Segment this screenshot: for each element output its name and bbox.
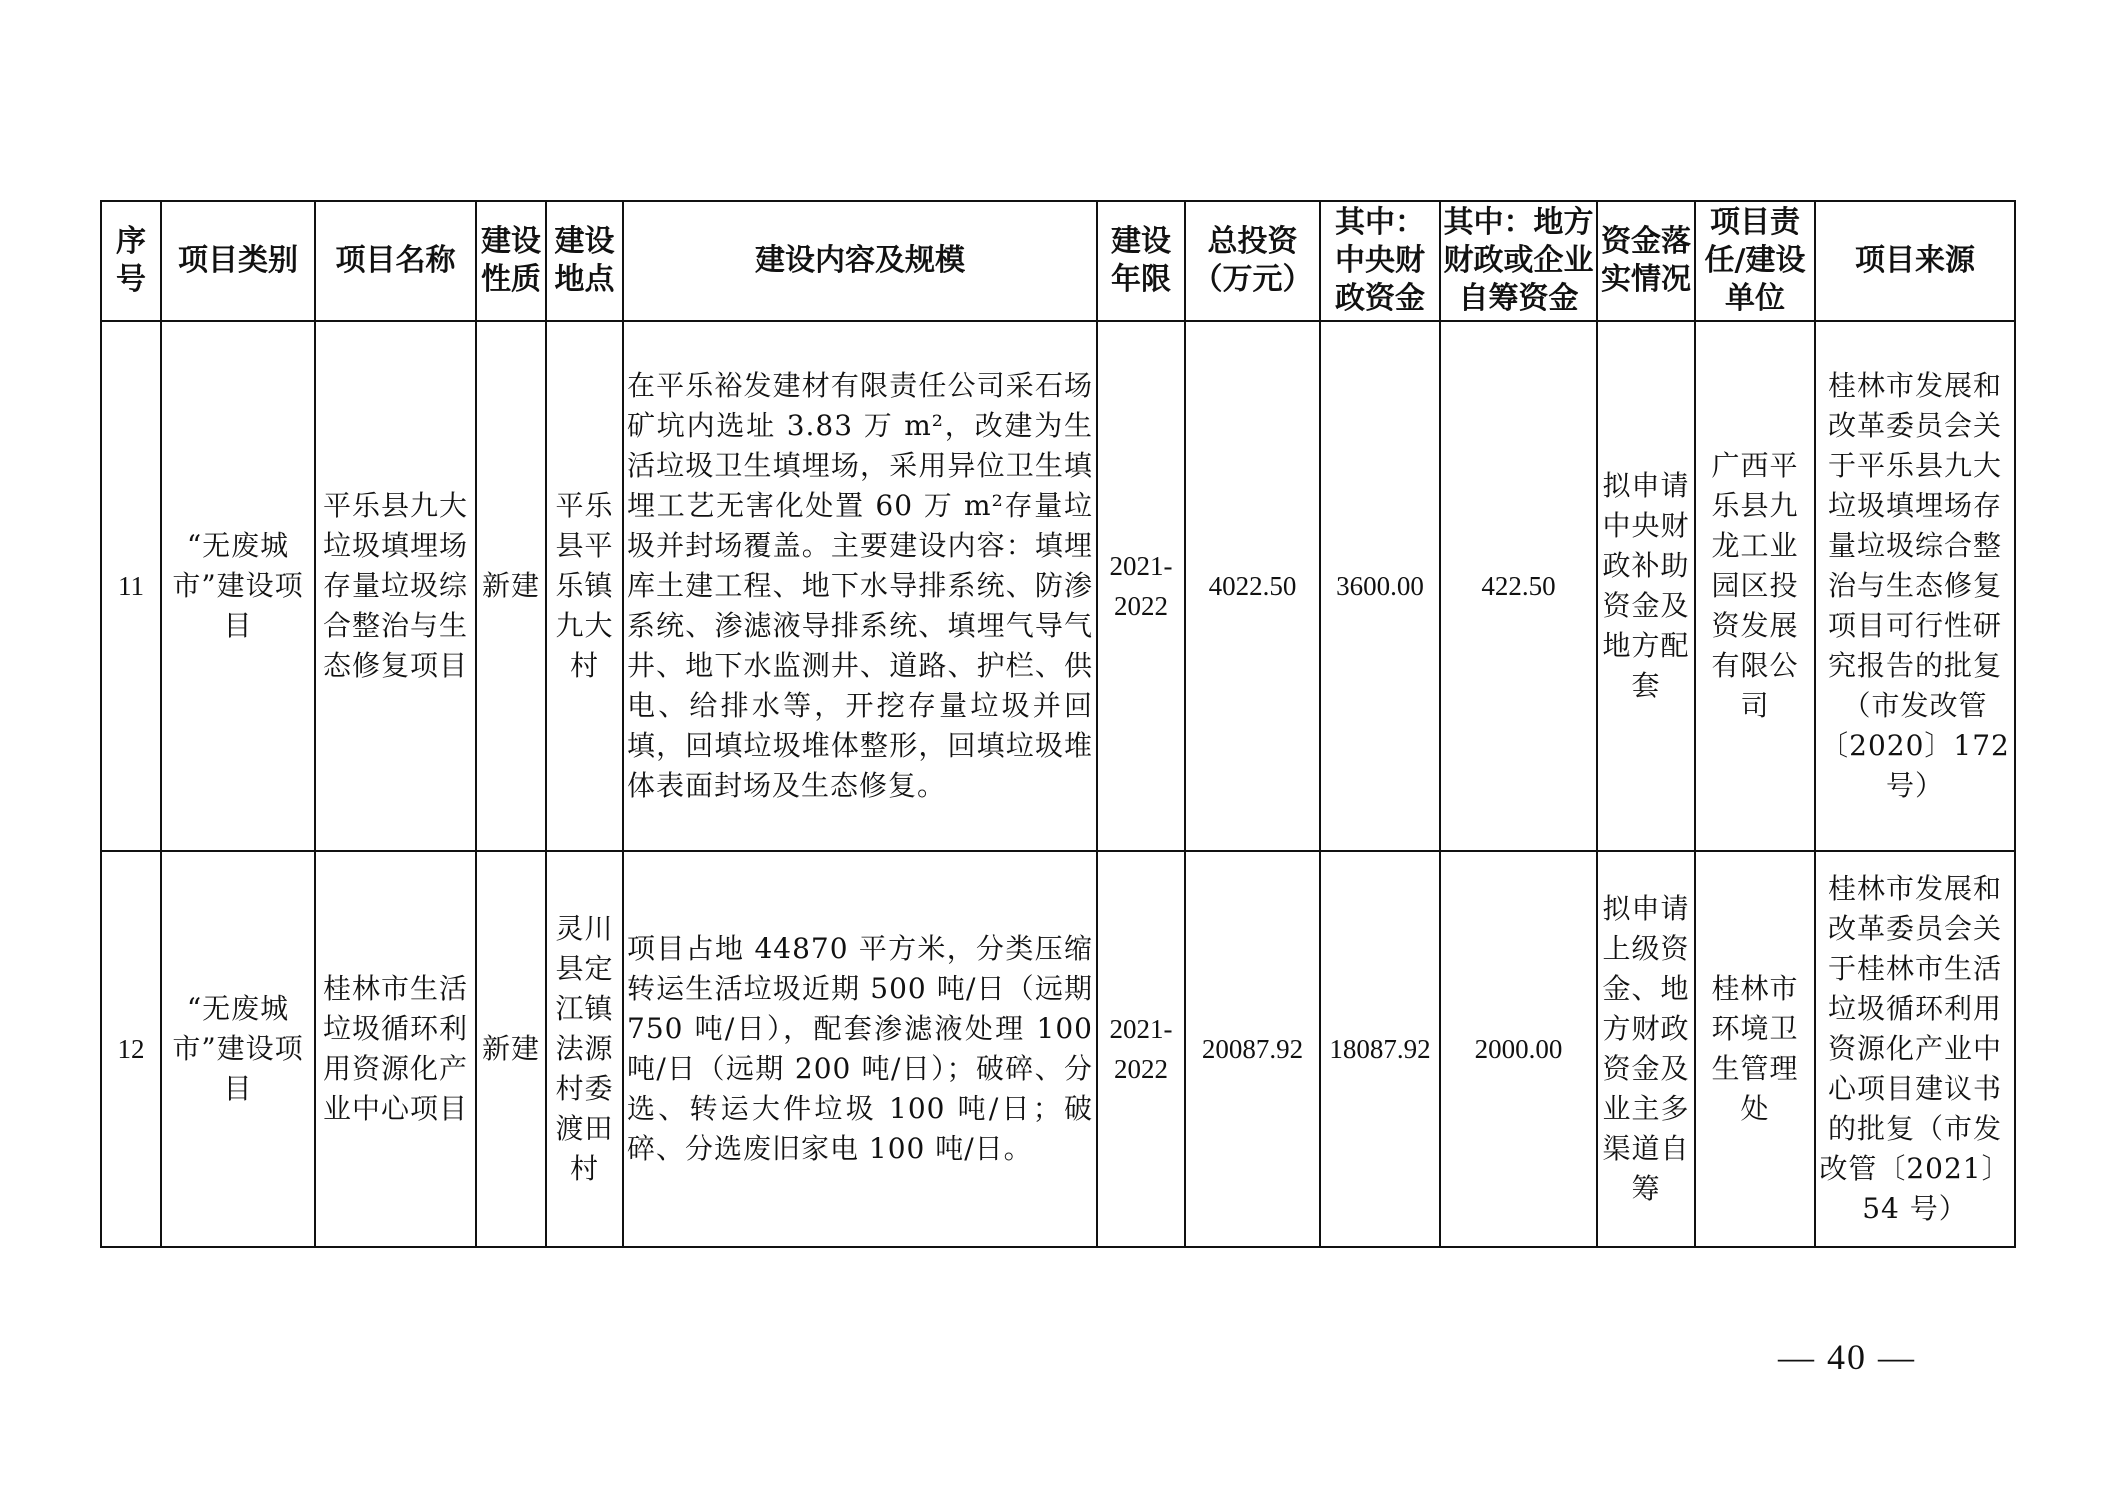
cell-funding: 拟申请上级资金、地方财政资金及业主多渠道自筹 <box>1597 851 1695 1247</box>
cell-central: 18087.92 <box>1320 851 1440 1247</box>
header-source: 项目来源 <box>1815 201 2015 321</box>
header-content: 建设内容及规模 <box>623 201 1097 321</box>
cell-content: 项目占地 44870 平方米，分类压缩转运生活垃圾近期 500 吨/日（远期 750 吨/日），配套渗滤液处理 100 吨/日（远期 200 吨/日）；破碎、分选、转运大件垃圾 100 吨/日；破碎、分选废旧家电 100 吨/日。 <box>623 851 1097 1247</box>
cell-period: 2021-2022 <box>1097 851 1185 1247</box>
cell-category: “无废城市”建设项目 <box>161 321 315 851</box>
cell-nature: 新建 <box>476 321 546 851</box>
header-location: 建设地点 <box>546 201 623 321</box>
header-seq: 序号 <box>101 201 161 321</box>
cell-seq: 11 <box>101 321 161 851</box>
cell-local: 422.50 <box>1440 321 1597 851</box>
cell-category: “无废城市”建设项目 <box>161 851 315 1247</box>
cell-location: 灵川县定江镇法源村委渡田村 <box>546 851 623 1247</box>
cell-local: 2000.00 <box>1440 851 1597 1247</box>
cell-central: 3600.00 <box>1320 321 1440 851</box>
header-row <box>101 201 2015 321</box>
header-nature: 建设性质 <box>476 201 546 321</box>
header-local: 其中：地方财政或企业自筹资金 <box>1440 201 1597 321</box>
cell-seq: 12 <box>101 851 161 1247</box>
cell-source: 桂林市发展和改革委员会关于平乐县九大垃圾填埋场存量垃圾综合整治与生态修复项目可行性研究报告的批复（市发改管〔2020〕172 号） <box>1815 321 2015 851</box>
page-number: — 40 — <box>1778 1337 1916 1377</box>
cell-name: 平乐县九大垃圾填埋场存量垃圾综合整治与生态修复项目 <box>315 321 476 851</box>
cell-unit: 广西平乐县九龙工业园区投资发展有限公司 <box>1695 321 1815 851</box>
cell-source: 桂林市发展和改革委员会关于桂林市生活垃圾循环利用资源化产业中心项目建议书的批复（市发改管〔2021〕54 号） <box>1815 851 2015 1247</box>
cell-content: 在平乐裕发建材有限责任公司采石场矿坑内选址 3.83 万 m²，改建为生活垃圾卫生填埋场，采用异位卫生填埋工艺无害化处置 60 万 m²存量垃圾并封场覆盖。主要建设内容：填埋库土建工程、地下水导排系统、防渗系统、渗滤液导排系统、填埋气导气井、地下水监测井、道路、护栏、供电、给排水等，开挖存量垃圾并回填，回填垃圾堆体整形，回填垃圾堆体表面封场及生态修复。 <box>623 321 1097 851</box>
cell-nature: 新建 <box>476 851 546 1247</box>
header-category: 项目类别 <box>161 201 315 321</box>
table-row <box>101 321 2015 851</box>
table-row <box>101 851 2015 1247</box>
cell-total: 20087.92 <box>1185 851 1320 1247</box>
cell-name: 桂林市生活垃圾循环利用资源化产业中心项目 <box>315 851 476 1247</box>
header-period: 建设年限 <box>1097 201 1185 321</box>
header-funding: 资金落实情况 <box>1597 201 1695 321</box>
project-table <box>100 200 2016 1248</box>
cell-location: 平乐县平乐镇九大村 <box>546 321 623 851</box>
header-total: 总投资（万元） <box>1185 201 1320 321</box>
header-central: 其中：中央财政资金 <box>1320 201 1440 321</box>
cell-total: 4022.50 <box>1185 321 1320 851</box>
cell-funding: 拟申请中央财政补助资金及地方配套 <box>1597 321 1695 851</box>
cell-period: 2021-2022 <box>1097 321 1185 851</box>
header-name: 项目名称 <box>315 201 476 321</box>
header-unit: 项目责任/建设单位 <box>1695 201 1815 321</box>
cell-unit: 桂林市环境卫生管理处 <box>1695 851 1815 1247</box>
